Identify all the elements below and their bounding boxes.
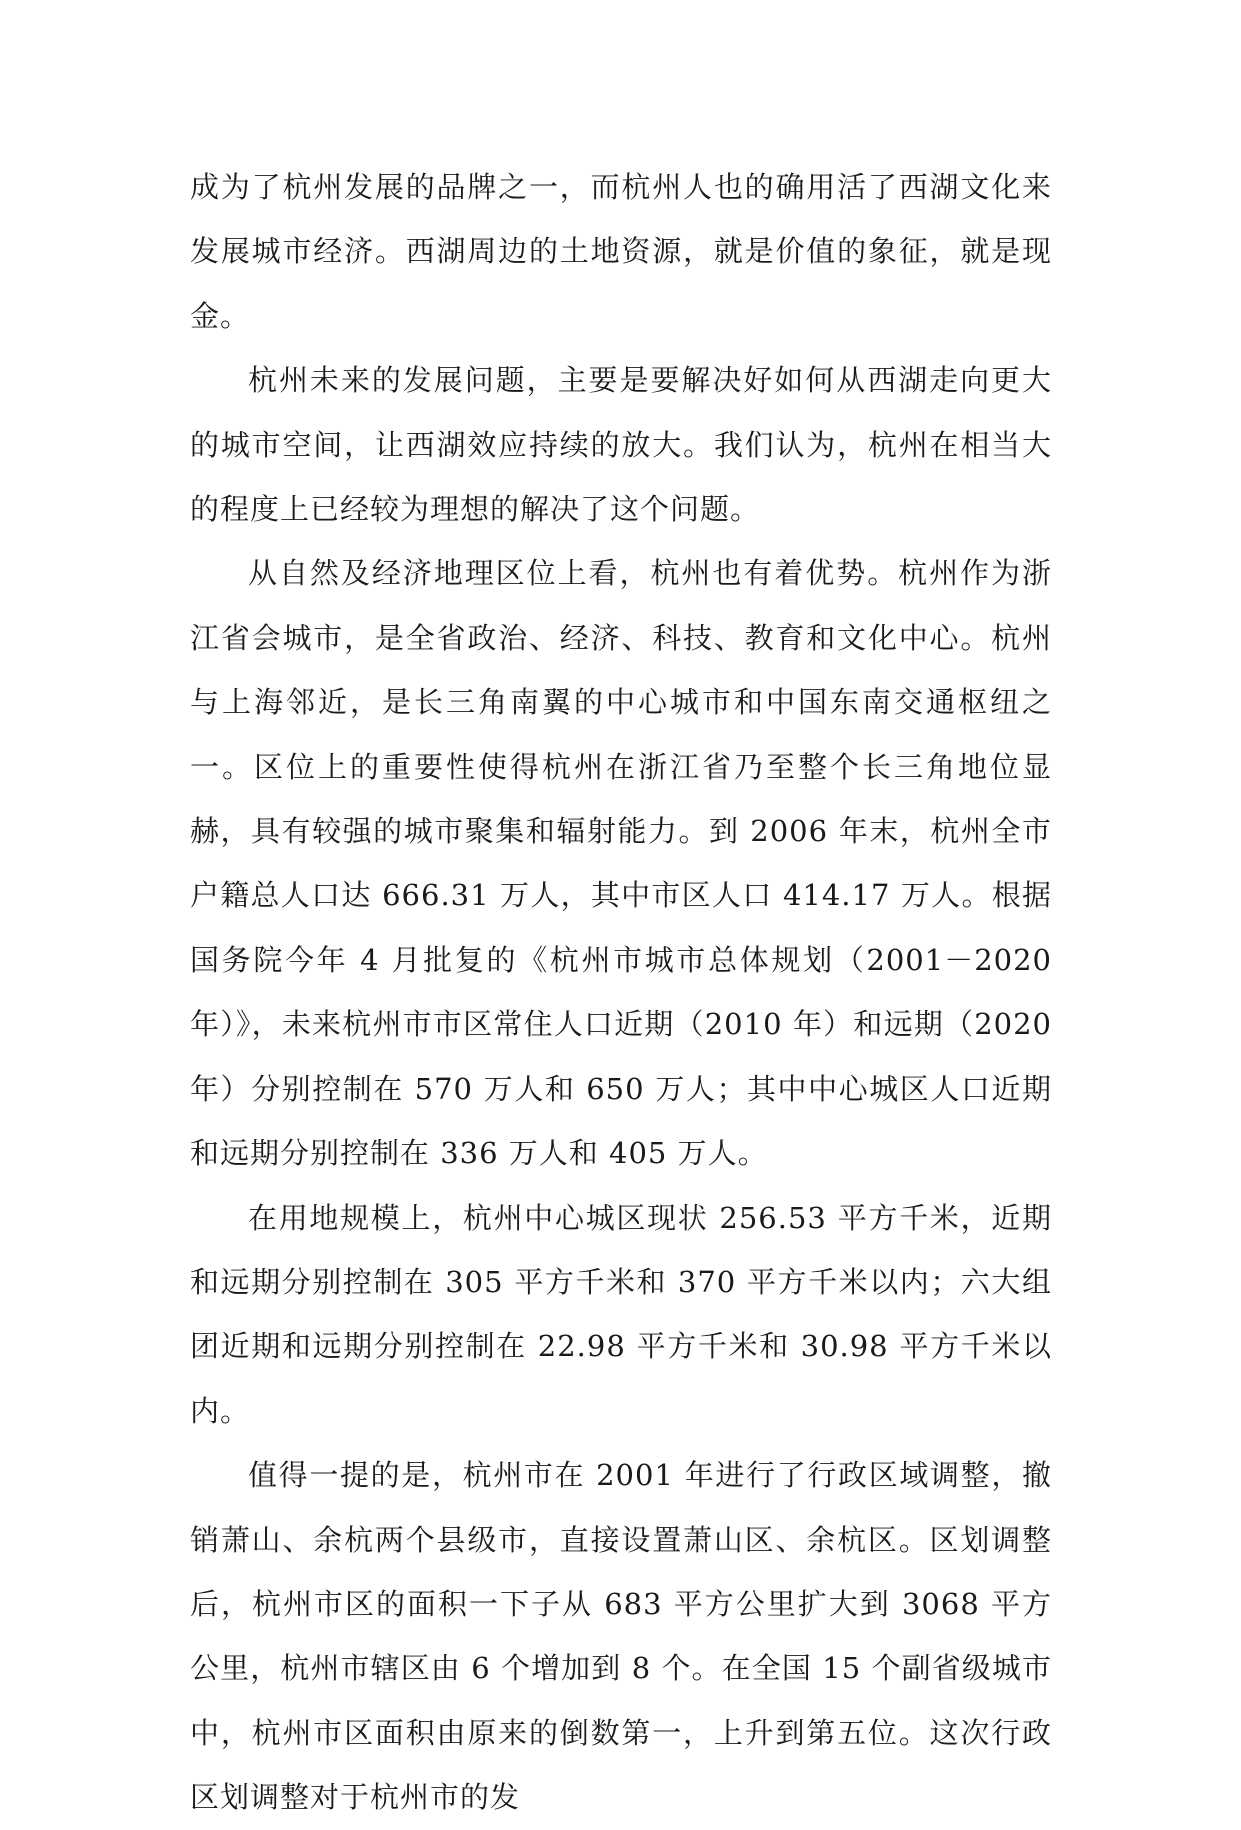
paragraph-2: 杭州未来的发展问题，主要是要解决好如何从西湖走向更大的城市空间，让西湖效应持续的放大。我们认为，杭州在相当大的程度上已经较为理想的解决了这个问题。 bbox=[190, 363, 1052, 527]
document-body bbox=[190, 155, 1052, 1830]
paragraph-5: 值得一提的是，杭州市在 2001 年进行了行政区域调整，撤销萧山、余杭两个县级市，直接设置萧山区、余杭区。区划调整后，杭州市区的面积一下子从 683 平方公里扩大到 3068 平方公里，杭州市辖区由 6 个增加到 8 个。在全国 15 个副省级城市中，杭州市区面积由原来的倒数第一，上升到第五位。这次行政区划调整对于杭州市的发 bbox=[190, 1458, 1052, 1815]
paragraph-4: 在用地规模上，杭州中心城区现状 256.53 平方千米，近期和远期分别控制在 305 平方千米和 370 平方千米以内；六大组团近期和远期分别控制在 22.98 平方千米和 30.98 平方千米以内。 bbox=[190, 1200, 1052, 1428]
paragraph-1: 成为了杭州发展的品牌之一，而杭州人也的确用活了西湖文化来发展城市经济。西湖周边的土地资源，就是价值的象征，就是现金。 bbox=[190, 170, 1052, 333]
paragraph-3: 从自然及经济地理区位上看，杭州也有着优势。杭州作为浙江省会城市，是全省政治、经济、科技、教育和文化中心。杭州与上海邻近，是长三角南翼的中心城市和中国东南交通枢纽之一。区位上的重要性使得杭州在浙江省乃至整个长三角地位显赫，具有较强的城市聚集和辐射能力。到 2006 年末，杭州全市户籍总人口达 666.31 万人，其中市区人口 414.17 万人。根据国务院今年 4 月批复的《杭州市城市总体规划（2001－2020 年）》，未来杭州市市区常住人口近期（2010 年）和远期（2020 年）分别控制在 570 万人和 650 万人；其中中心城区人口近期和远期分别控制在 336 万人和 405 万人。 bbox=[190, 556, 1052, 1171]
